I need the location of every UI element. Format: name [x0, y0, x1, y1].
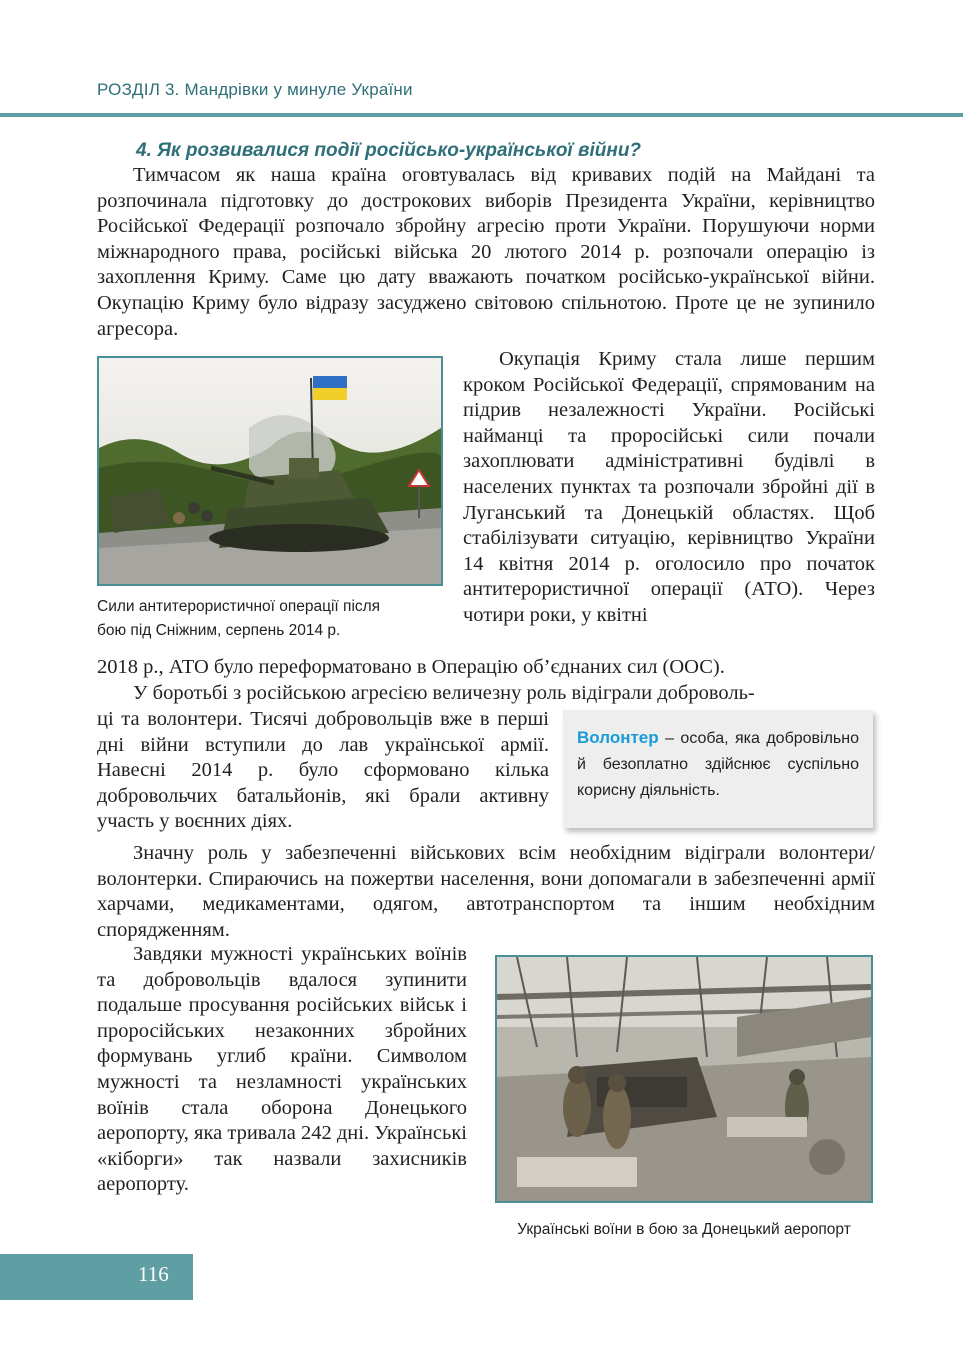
- paragraph-ato: Окупація Криму стала лише першим кроком Російської Федерації, спрямованим на підрив незалежності України. Російські найманці та проросійські сили почали захоплювати адміністративні будівлі в населених пунктах та розпочали збройні дії в Луганський та Донецькій областях. Щоб стабілізувати ситуацію, керівництво України 14 квітня 2014 р. оголосило про початок антитерористичної операції (АТО). Через чотири роки, у квітні: [463, 348, 875, 626]
- page-number: 116: [138, 1262, 169, 1286]
- definition-box: [563, 710, 873, 828]
- tank-caption-line: бою під Сніжним, серпень 2014 р.: [97, 622, 341, 639]
- paragraph-volunteers-intro: У боротьбі з російською агресією величезну роль відіграли доброволь-: [133, 682, 755, 704]
- paragraph-airport-defense: Завдяки мужності українських воїнів та добровольців вдалося зупинити подальше просування російських військ і проросійських незаконних збройних формувань углиб країни. Символом мужності та незламності українських воїнів стала оборона Донецького аеропорту, яка тривала 242 дні. Українські «кіборги» так назвали захисників аеропорту.: [97, 943, 467, 1196]
- airport-photo-caption: Українські воїни в бою за Донецький аеропорт: [517, 1221, 851, 1238]
- paragraph-volunteers: ці та волонтери. Тисячі добровольців вже в перші дні війни вступили до лав української армії. Навесні 2014 р. було сформовано кілька добровольчих батальйонів, які брали активну участь у воєнних діях.: [97, 708, 549, 833]
- tank-caption-line: Сили антитерористичної операції після: [97, 598, 381, 615]
- header-rule: [0, 113, 963, 117]
- paragraph-volunteer-support: Значну роль у забезпеченні військових всім необхідним відіграли волонтери/волонтерки. Спираючись на пожертви населення, вони допомагали в забезпеченні армії харчами, медикаментами, одягом, автотранспортом та іншим необхідним спорядженням.: [97, 842, 875, 941]
- tank-photo-caption: [97, 595, 443, 643]
- paragraph-crimea-occupation: Тимчасом як наша країна оговтувалась від кривавих подій на Майдані та розпочинала підготовку до дострокових виборів Президента України, керівництво Російської Федерації розпочало збройну агресію проти України. Порушуючи норми міжнародного права, російські війська 20 лютого 2014 р. розпочали операцію із захоплення Криму. Саме цю дату вважають початком російсько-української війни. Окупацію Криму було відразу засуджено світовою спільнотою. Проте це не зупинило агресора.: [97, 164, 875, 340]
- tank-photo: [97, 356, 443, 586]
- paragraph-ato-continued: 2018 р., АТО було переформатовано в Операцію об’єднаних сил (ООС).: [97, 656, 725, 678]
- airport-photo: [495, 955, 873, 1203]
- definition-term: Волонтер: [577, 728, 659, 747]
- definition-text: – особа, яка добровільно й безоплатно здійснює суспільно корисну діяльність.: [577, 730, 859, 799]
- section-header: РОЗДІЛ 3. Мандрівки у минуле України: [97, 80, 413, 99]
- section-heading: 4. Як розвивалися події російсько-української війни?: [136, 140, 642, 161]
